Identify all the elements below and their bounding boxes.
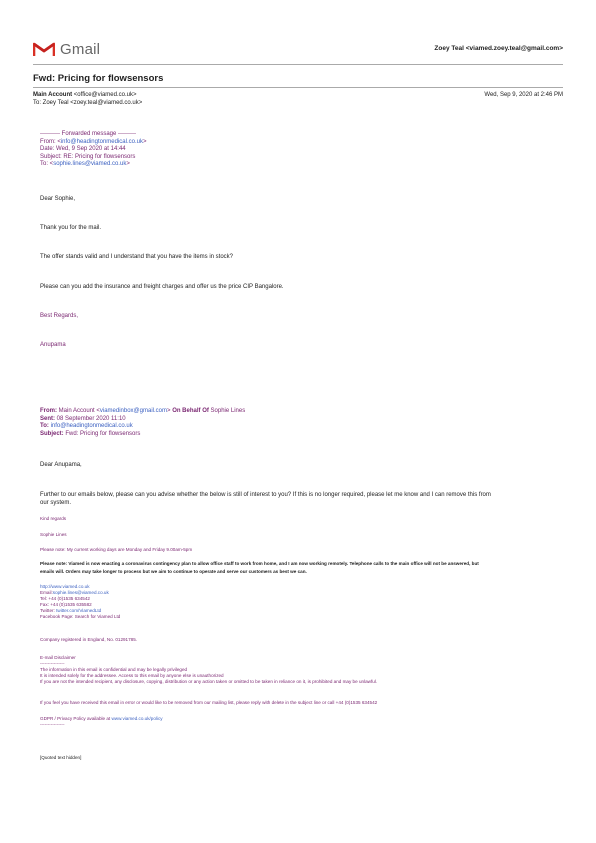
gmail-logo: [33, 40, 100, 58]
reply-signoff: Best Regards,: [40, 313, 79, 319]
twitter-link[interactable]: twitter.com/ViamedLtd: [56, 608, 102, 613]
original-body-line-1: Further to our emails below, please can you advise whether the below is still of interest to you? If this is no longer required, please let me know and I can remove this from: [40, 492, 491, 498]
reply-greeting: Dear Sophie,: [40, 196, 76, 202]
gdpr-divider: ----------------: [40, 722, 65, 727]
sender: [33, 92, 136, 100]
signature-name: Sophie Lines: [40, 532, 67, 537]
coronavirus-note-line-1: Please note: Viamed is now enacting a coronavirus contingency plan to allow office staff to work from home, and I am now working remotely. Telephone calls to the main office will not be answered, but: [40, 561, 479, 566]
original-body-line-2: our system.: [40, 500, 72, 506]
reply-paragraph-2: The offer stands valid and I understand that you have the items in stock?: [40, 254, 234, 260]
recipient: To: Zoey Teal <zoey.teal@viamed.co.uk>: [33, 100, 143, 106]
forwarded-to: To: <sophie.lines@viamed.co.uk>: [40, 161, 130, 168]
forwarded-to-link[interactable]: sophie.lines@viamed.co.uk: [53, 161, 127, 168]
gmail-m-icon: [33, 41, 55, 57]
original-to: To: info@headingtonmedical.co.uk: [40, 423, 133, 430]
original-to-link[interactable]: info@headingtonmedical.co.uk: [50, 423, 133, 430]
email-subject: Fwd: Pricing for flowsensors: [33, 73, 164, 84]
original-sent: Sent: 08 September 2020 11:10: [40, 415, 126, 422]
disclaimer-block: [40, 655, 377, 685]
subject-divider: [33, 87, 563, 88]
disclaimer-line-2: It is intended solely for the addressee. Access to this email by anyone else is unauthorized: [40, 673, 224, 678]
gmail-logo-text: Gmail: [60, 40, 101, 58]
reply-paragraph-3: Please can you add the insurance and freight charges and offer us the price CIP Bangalore.: [40, 284, 284, 290]
forwarded-subject: Subject: RE: Pricing for flowsensors: [40, 153, 136, 160]
gdpr-link[interactable]: www.viamed.co.uk/policy: [111, 716, 163, 721]
contact-twitter: Twitter: twitter.com/ViamedLtd: [40, 608, 102, 613]
working-days-note: Please note: My current working days are Monday and Friday 9.00am-5pm: [40, 547, 193, 552]
contact-tel: Tel: +44 (0)1535 634542: [40, 596, 90, 601]
contact-fax: Fax: +44 (0)1535 635582: [40, 602, 92, 607]
account-email: Zoey Teal <viamed.zoey.teal@gmail.com>: [434, 45, 563, 52]
disclaimer-line-3: If you are not the intended recipient, any disclosure, copying, distribution or any action taken or omitted to be taken in reliance on it, is prohibited and may be unlawful.: [40, 679, 378, 684]
reply-paragraph-1: Thank you for the mail.: [40, 225, 102, 231]
company-registration: Company registered in England, No. 01291785.: [40, 637, 138, 642]
contact-block: [40, 584, 120, 620]
forwarded-from: From: <info@headingtonmedical.co.uk>: [40, 138, 147, 145]
disclaimer-removal: If you feel you have received this email in error or would like to be removed from our mailing list, please reply with delete in the subject line or call +44 (0)1535 634542: [40, 700, 378, 705]
original-greeting: Dear Anupama,: [40, 462, 82, 468]
contact-email: Email:sophie.lines@viamed.co.uk: [40, 590, 109, 595]
original-header-block: [40, 408, 245, 438]
forwarded-from-link[interactable]: info@headingtonmedical.co.uk: [60, 138, 143, 145]
disclaimer-divider: ----------------: [40, 661, 65, 666]
gdpr-line: GDPR / Privacy Policy available at www.viamed.co.uk/policy: [40, 716, 163, 721]
message-date: Wed, Sep 9, 2020 at 2:46 PM: [484, 92, 563, 98]
forwarded-header-block: [40, 131, 147, 169]
original-from: From: Main Account <viamedinbox@gmail.com> On Behalf Of Sophie Lines: [40, 408, 246, 414]
disclaimer-line-1: The information in this email is confidential and may be legally privileged: [40, 667, 188, 672]
kind-regards: Kind regards: [40, 516, 67, 521]
original-subject: Subject: Fwd: Pricing for flowsensors: [40, 430, 141, 437]
website-link[interactable]: http://www.viamed.co.uk: [40, 584, 90, 589]
forwarded-marker: ---------- Forwarded message ---------: [40, 131, 136, 137]
disclaimer-title: E-mail Disclaimer: [40, 655, 76, 660]
contact-facebook: Facebook Page: Search for Viamed Ltd: [40, 614, 121, 619]
coronavirus-note-line-2: emails will. Orders may take longer to process but we aim to continue to operate and serve our customers as best we can.: [40, 569, 307, 574]
reply-signature-name: Anupama: [40, 342, 66, 348]
sender-name: Main Account: [33, 92, 73, 98]
original-from-link[interactable]: viamedinbox@gmail.com: [99, 408, 167, 414]
sender-email: <office@viamed.co.uk>: [73, 92, 137, 98]
header-divider: [33, 64, 563, 65]
forwarded-date: Date: Wed, 9 Sep 2020 at 14:44: [40, 146, 126, 153]
quoted-text-toggle[interactable]: [Quoted text hidden]: [40, 755, 82, 760]
contact-email-link[interactable]: sophie.lines@viamed.co.uk: [52, 590, 109, 595]
gdpr-block: [40, 716, 163, 728]
